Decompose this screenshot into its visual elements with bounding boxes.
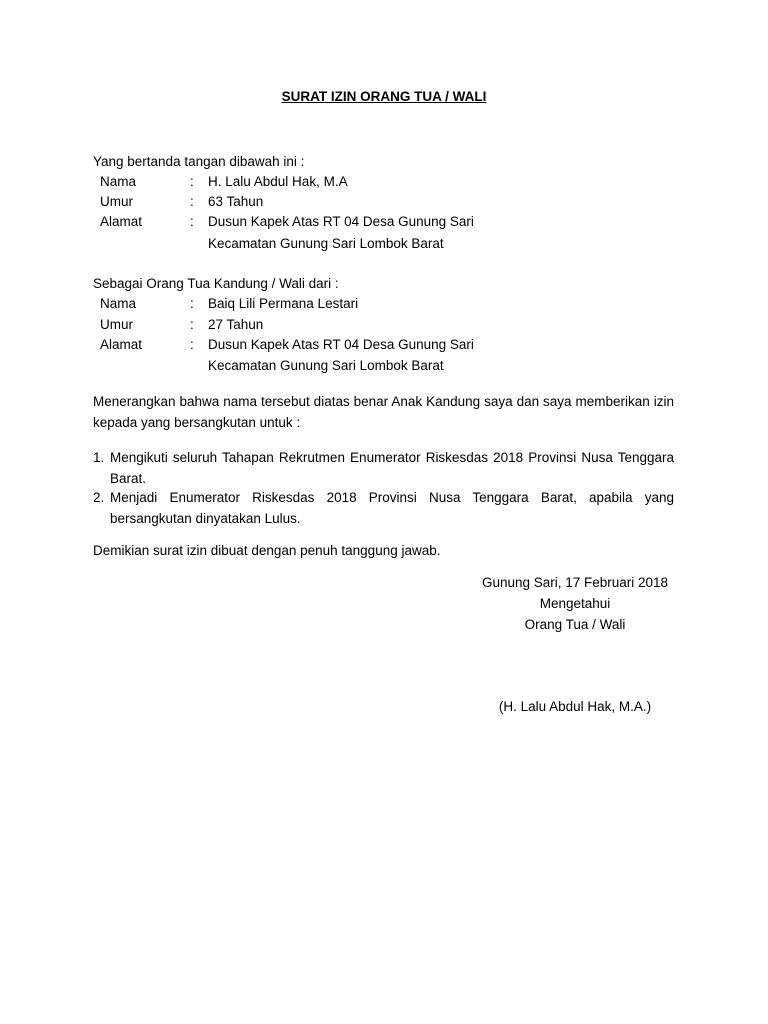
child-age-colon: : bbox=[190, 317, 194, 332]
child-name-value: Baiq Lili Permana Lestari bbox=[208, 296, 359, 311]
parent-name-colon: : bbox=[190, 174, 194, 189]
parent-name-label: Nama bbox=[100, 174, 137, 189]
child-address-label: Alamat bbox=[100, 337, 143, 352]
list-item bbox=[93, 447, 674, 489]
child-intro-text: Sebagai Orang Tua Kandung / Wali dari : bbox=[93, 276, 339, 291]
child-address-colon: : bbox=[190, 337, 194, 352]
statement-paragraph: Menerangkan bahwa nama tersebut diatas benar Anak Kandung saya dan saya memberikan izin kepada yang bersangkutan untuk : bbox=[93, 394, 674, 430]
child-address-line2: Kecamatan Gunung Sari Lombok Barat bbox=[208, 358, 444, 373]
parent-age-value: 63 Tahun bbox=[208, 194, 264, 209]
list-item-text: Mengikuti seluruh Tahapan Rekrutmen Enumerator Riskesdas 2018 Provinsi Nusa Tenggara Barat. bbox=[110, 450, 674, 486]
letter-title: SURAT IZIN ORANG TUA / WALI bbox=[281, 89, 487, 104]
parent-address-value: Dusun Kapek Atas RT 04 Desa Gunung Sari bbox=[208, 214, 474, 229]
closing-text: Demikian surat izin dibuat dengan penuh tanggung jawab. bbox=[93, 543, 441, 558]
child-address-value: Dusun Kapek Atas RT 04 Desa Gunung Sari bbox=[208, 337, 474, 352]
intro-text: Yang bertanda tangan dibawah ini : bbox=[93, 154, 305, 169]
child-age-value: 27 Tahun bbox=[208, 317, 264, 332]
parent-age-colon: : bbox=[190, 194, 194, 209]
parent-address-label: Alamat bbox=[100, 214, 143, 229]
list-item-number: 1. bbox=[93, 450, 105, 465]
signature-role: Orang Tua / Wali bbox=[524, 617, 626, 632]
child-age-label: Umur bbox=[100, 317, 133, 332]
child-name-colon: : bbox=[190, 296, 194, 311]
signature-place-date: Gunung Sari, 17 Februari 2018 bbox=[481, 575, 669, 590]
signature-acknowledged: Mengetahui bbox=[539, 596, 611, 611]
list-item-text: Menjadi Enumerator Riskesdas 2018 Provinsi Nusa Tenggara Barat, apabila yang bersangkutan dinyatakan Lulus. bbox=[110, 490, 674, 526]
parent-address-line2: Kecamatan Gunung Sari Lombok Barat bbox=[208, 236, 444, 251]
list-item bbox=[93, 487, 674, 529]
parent-address-colon: : bbox=[190, 214, 194, 229]
parent-age-label: Umur bbox=[100, 194, 133, 209]
list-item-number: 2. bbox=[93, 490, 105, 505]
signature-name: (H. Lalu Abdul Hak, M.A.) bbox=[498, 699, 652, 714]
parent-name-value: H. Lalu Abdul Hak, M.A bbox=[208, 174, 348, 189]
child-name-label: Nama bbox=[100, 296, 137, 311]
